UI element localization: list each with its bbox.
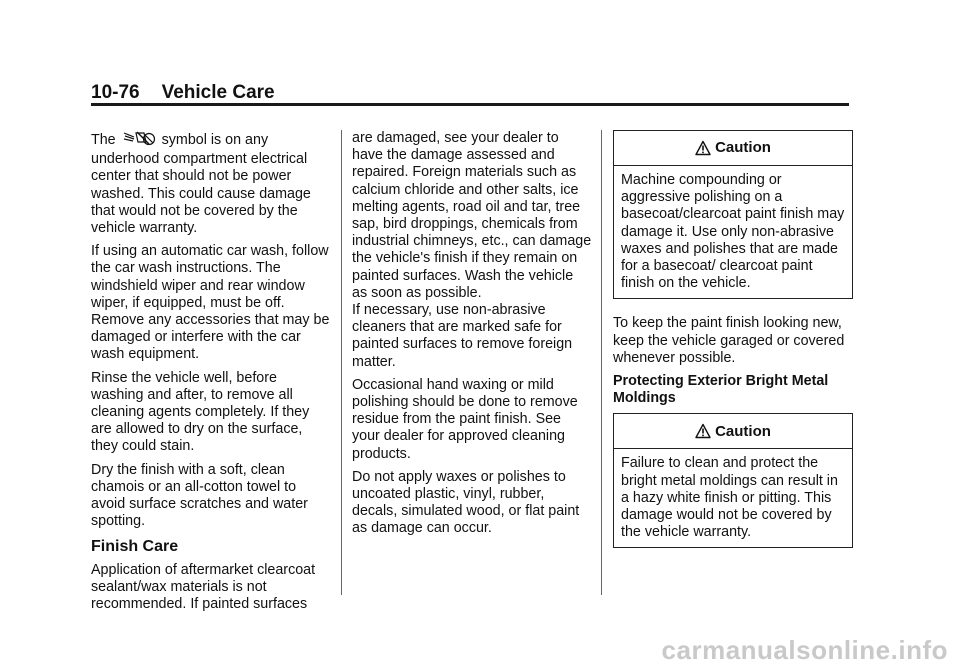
- paragraph: are damaged, see your dealer to have the damage assessed and repaired. Foreign materials such as calcium chloride and other salts, ice melting agents, road oil and tar, tree sap, bird droppings, chemicals from industrial chimneys, etc., can damage the vehicle's finish if they remain on painted surfaces. Wash the vehicle as soon as possible.: [352, 130, 592, 301]
- page-header: [91, 82, 275, 104]
- subheading: Protecting Exterior Bright Metal Moldings: [613, 373, 829, 407]
- watermark: carmanualsonline.info: [661, 635, 948, 665]
- paragraph: To keep the paint finish looking new, keep the vehicle garaged or covered whenever possible.: [613, 315, 845, 366]
- header-rule: [91, 103, 849, 106]
- paragraph: If necessary, use non-abrasive cleaners that are marked safe for painted surfaces to remove foreign matter.: [352, 302, 573, 370]
- paragraph: Application of aftermarket clearcoat sealant/wax materials is not recommended. If painted surfaces: [91, 561, 316, 613]
- column-1: [91, 130, 331, 619]
- paragraph: Occasional hand waxing or mild polishing should be done to remove residue from the paint finish. See your dealer for approved cleaning products.: [352, 376, 578, 462]
- column-3: [613, 130, 853, 564]
- caution-body: Machine compounding or aggressive polishing on a basecoat/clearcoat paint finish may damage it. Use only non-abrasive waxes and polishes that are made for a basecoat/ clearcoat paint finish on the vehicle.: [621, 172, 845, 292]
- paragraph: Rinse the vehicle well, before washing and after, to remove all cleaning agents completely. If they are allowed to dry on the surface, they could stain.: [91, 369, 310, 455]
- section-title: Vehicle Care: [161, 82, 275, 103]
- warning-icon: [695, 140, 711, 156]
- column-2: [352, 130, 592, 544]
- column-divider: [341, 130, 342, 595]
- column-divider: [601, 130, 602, 595]
- paragraph: Do not apply waxes or polishes to uncoated plastic, vinyl, rubber, decals, simulated wood, or flat paint as damage can occur.: [352, 468, 580, 537]
- caution-header: [614, 414, 852, 449]
- caution-title: Caution: [715, 422, 771, 440]
- caution-header: [614, 131, 852, 166]
- paragraph: If using an automatic car wash, follow the car wash instructions. The windshield wiper and rear window wiper, if equipped, must be off. Remove any accessories that may be damaged or interfere with the car wash equipment.: [91, 243, 330, 363]
- section-heading: Finish Care: [91, 538, 179, 556]
- paragraph: Dry the finish with a soft, clean chamois or an all-cotton towel to avoid surface scratches and water spotting.: [91, 461, 308, 530]
- warning-icon: [695, 423, 711, 439]
- page-number: 10-76: [91, 82, 140, 103]
- caution-box: [613, 130, 853, 299]
- caution-title: Caution: [715, 139, 771, 157]
- no-pressure-wash-icon: [122, 130, 156, 151]
- caution-box: [613, 413, 853, 548]
- paragraph-symbol: The symbol is on any underhood compartment electrical center that should not be power washed. This could cause damage that would not be covered by the vehicle warranty.: [91, 132, 311, 237]
- caution-body: Failure to clean and protect the bright metal moldings can result in a hazy white finish or pitting. This damage would not be covered by the vehicle warranty.: [621, 455, 838, 541]
